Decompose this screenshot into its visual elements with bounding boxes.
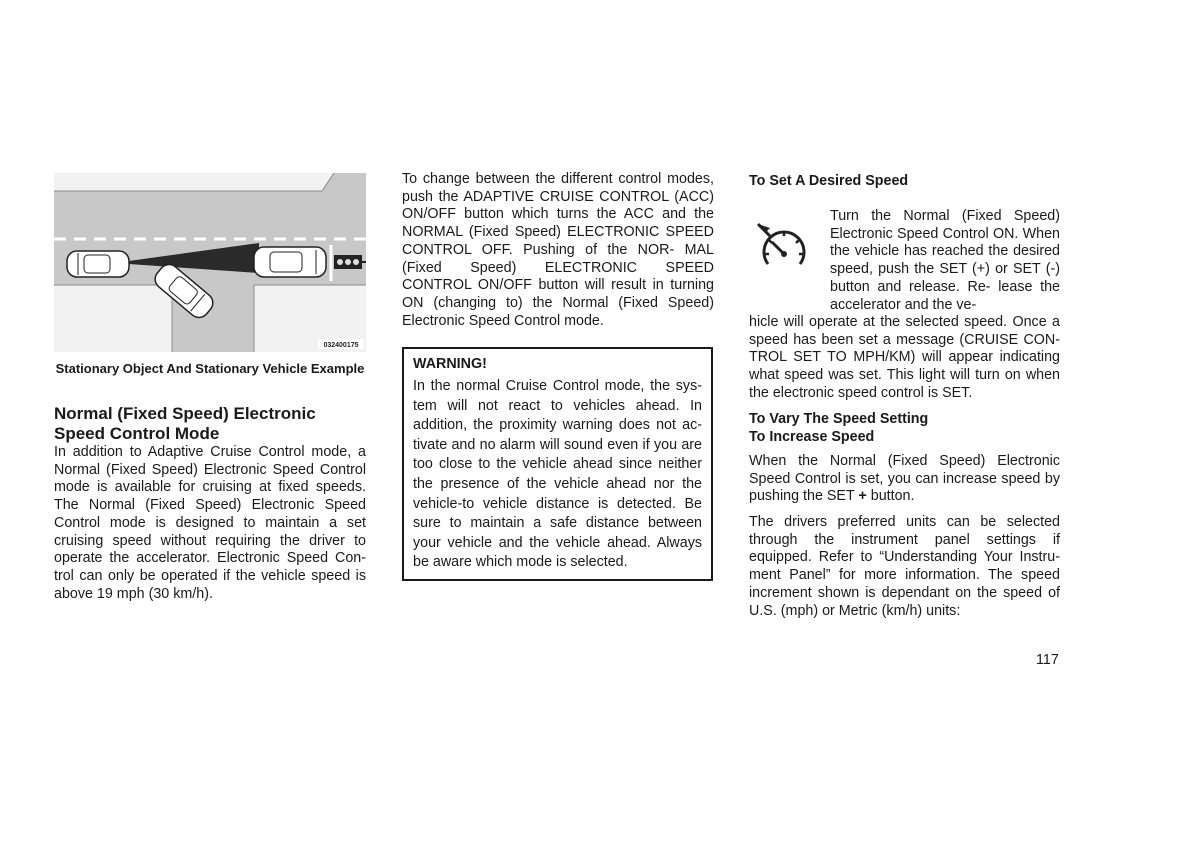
speedometer-set-icon xyxy=(756,222,810,272)
figure-image-code: 032400175 xyxy=(323,342,359,349)
increase-plus-symbol: + xyxy=(858,488,867,505)
page-number: 117 xyxy=(1036,652,1059,668)
increase-text-pre: When the Normal (Fixed Speed) Electronic Speed Control is set, you can increase speed by pushing the SET xyxy=(749,453,1060,505)
fixed-speed-heading: Normal (Fixed Speed) Electronic Speed Control Mode xyxy=(54,404,316,443)
set-speed-heading: To Set A Desired Speed xyxy=(749,173,909,189)
fixed-speed-paragraph: In addition to Adaptive Cruise Control mode, a Normal (Fixed Speed) Electronic Speed Control mode is available for cruising at fixed speeds. The Normal (Fixed Speed) Electronic Speed Control mode is designed to maintain a set cruising speed without requiring the driver to operate the accelerator. Electronic Speed Con- trol can only be operated if the vehicle speed is above 19 mph (30 km/h). xyxy=(54,444,366,602)
figure-caption: Stationary Object And Stationary Vehicle Example xyxy=(55,361,365,376)
warning-text: In the normal Cruise Control mode, the sys- tem will not react to vehicles ahead. In addition, the proximity warning does not ac- tivate and no alarm will sound even if you are too close to the vehicle ahead since neither the presence of the vehicle ahead nor the vehicle-to vehicle distance is detected. Be sure to maintain a safe distance between your vehicle and the vehicle ahead. Always be aware which mode is selected. xyxy=(413,378,702,571)
warning-box xyxy=(402,347,713,581)
set-speed-paragraph-rest: hicle will operate at the selected speed. Once a speed has been set a message (CRUISE CON- TROL SET TO MPH/KM) will appear indicating what speed was set. This light will turn on when the electronic speed control is SET. xyxy=(749,314,1060,401)
vary-speed-heading: To Vary The Speed Setting xyxy=(749,411,929,427)
units-paragraph: The drivers preferred units can be selected through the instrument panel settings if equipped. Refer to “Understanding Your Instru- ment Panel” for more information. The speed increment shown is dependant on the speed of U.S. (mph) or Metric (km/h) units: xyxy=(749,514,1060,619)
stationary-vehicle-figure xyxy=(54,173,366,352)
control-modes-paragraph: To change between the different control modes, push the ADAPTIVE CRUISE CONTROL (ACC) ON/OFF button which turns the ACC and the NORMAL (Fixed Speed) ELECTRONIC SPEED CONTROL OFF. Pushing of the NOR- MAL (Fixed Speed) ELECTRONIC SPEED CONTROL ON/OFF button will result in turning ON (changing to) the Normal (Fixed Speed) Electronic Speed Control mode. xyxy=(402,171,714,329)
increase-speed-heading: To Increase Speed xyxy=(749,429,875,445)
increase-speed-paragraph xyxy=(749,453,1060,506)
increase-text-post: button. xyxy=(866,488,915,505)
warning-title: WARNING! xyxy=(413,356,487,372)
set-speed-paragraph-wrapped: Turn the Normal (Fixed Speed) Electronic Speed Control ON. When the vehicle has reached the desired speed, push the SET (+) or SET (-) button and release. Re- lease the accelerator and the ve- xyxy=(830,208,1060,313)
